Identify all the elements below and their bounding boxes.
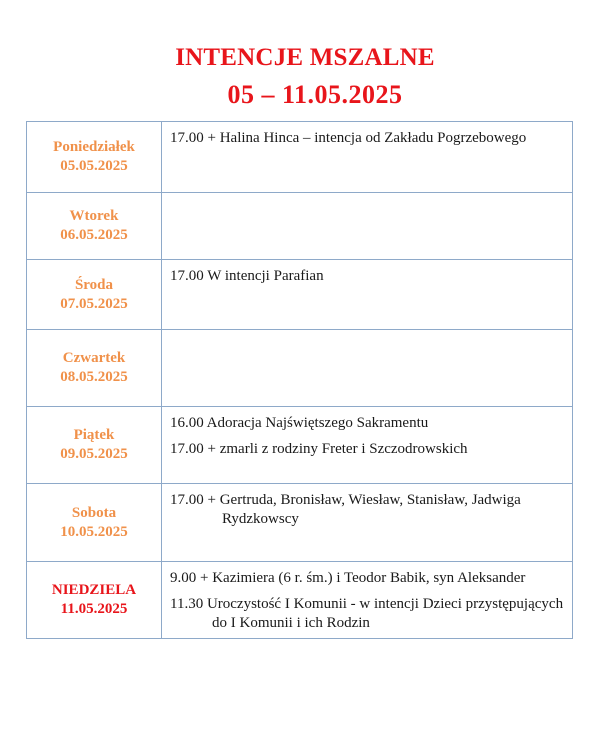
intention-entry: 11.30 Uroczystość I Komunii - w intencji Dzieci przystępujących do I Komunii i ich Rodzin [170, 596, 564, 631]
table-row [27, 330, 573, 407]
day-cell [27, 484, 162, 562]
day-name: Wtorek [69, 208, 119, 224]
day-date: 06.05.2025 [60, 227, 128, 243]
table-row [27, 122, 573, 193]
page-title: INTENCJE MSZALNE [175, 44, 435, 71]
day-date: 07.05.2025 [60, 295, 128, 312]
mass-intentions-table [26, 121, 573, 639]
intention-entry: 17.00 W intencji Parafian [170, 268, 324, 284]
day-date: 05.05.2025 [60, 158, 128, 174]
table-row [27, 562, 573, 639]
intentions-cell [162, 330, 573, 407]
intention-entry: 9.00 + Kazimiera (6 r. śm.) i Teodor Babik, syn Aleksander [170, 570, 526, 586]
day-cell [27, 122, 162, 193]
intention-entry: 17.00 + Gertruda, Bronisław, Wiesław, Stanisław, Jadwiga Rydzkowscy [170, 492, 521, 527]
table-row [27, 484, 573, 562]
table-row [27, 407, 573, 484]
intentions-cell [162, 562, 573, 639]
day-date: 09.05.2025 [60, 446, 128, 462]
intention-entry: 16.00 Adoracja Najświętszego Sakramentu [170, 415, 429, 431]
date-range: 05 – 11.05.2025 [227, 80, 403, 109]
day-cell [27, 407, 162, 484]
intentions-cell [162, 193, 573, 260]
intentions-cell [162, 122, 573, 193]
table-row [27, 260, 573, 330]
intentions-cell [162, 260, 573, 330]
intention-entry: 17.00 + zmarli z rodziny Freter i Szczodrowskich [170, 441, 468, 457]
day-name: Poniedziałek [53, 139, 135, 155]
day-cell [27, 562, 162, 639]
table-row [27, 193, 573, 260]
intention-entry: 17.00 + Halina Hinca – intencja od Zakładu Pogrzebowego [170, 130, 527, 146]
day-name: Sobota [71, 504, 117, 521]
day-name: Piątek [73, 427, 115, 443]
day-date: 10.05.2025 [60, 523, 128, 540]
intentions-cell [162, 407, 573, 484]
intentions-cell [162, 484, 573, 562]
day-name: Czwartek [62, 350, 126, 366]
day-name: NIEDZIELA [51, 582, 137, 598]
day-date: 11.05.2025 [60, 601, 128, 617]
day-cell [27, 330, 162, 407]
day-cell [27, 260, 162, 330]
day-date: 08.05.2025 [60, 369, 128, 385]
day-cell [27, 193, 162, 260]
day-name: Środa [74, 276, 114, 293]
